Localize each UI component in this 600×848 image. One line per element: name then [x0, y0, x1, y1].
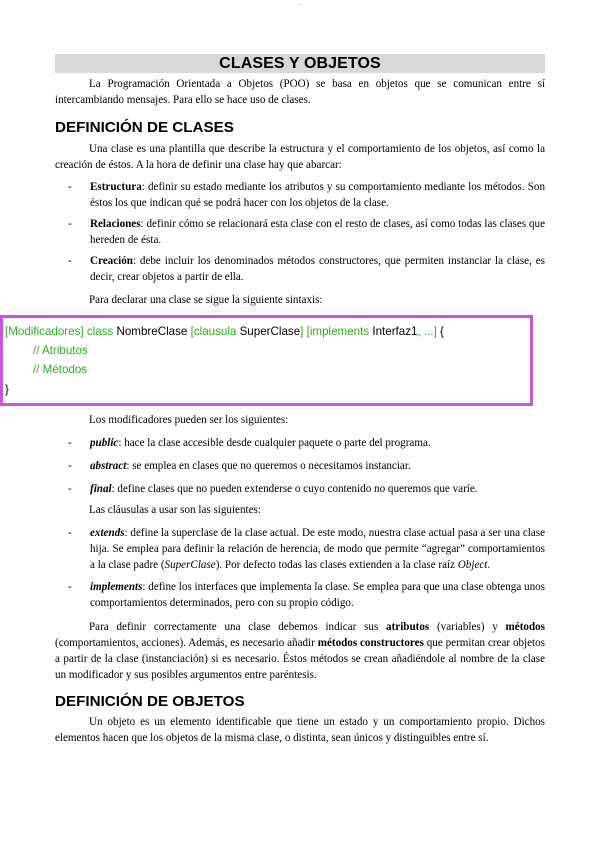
code-rest: , ...] [417, 325, 437, 338]
list-text: : debe incluir los denominados métodos constructores, que permiten instanciar la clase, es decir, crear objetos a partir de ella. [90, 255, 545, 283]
clause-term: implements [90, 580, 143, 593]
modifier-text: : se emplea en clases que no queremos o necesitamos instanciar. [126, 459, 411, 472]
clause-term: extends [90, 526, 125, 539]
code-line-declaration [3, 322, 530, 341]
code-bracket: ] [300, 325, 304, 338]
modifier-term: abstract [90, 459, 127, 472]
clauses-intro: Las cláusulas a usar son las siguientes: [89, 503, 261, 516]
list-term: Creación [90, 255, 133, 267]
code-comment-methods: // Métodos [33, 363, 88, 377]
dash-bullet: - [68, 526, 72, 539]
modifiers-list [55, 435, 545, 497]
page-title: CLASES Y OBJETOS [55, 54, 545, 73]
page-mark: ... [297, 1, 303, 7]
clause-text: : define la superclase de la clase actual. De este modo, nuestra clase actual pasa a ser una clase hija. Se emplea para definir la relación de herencia, de modo que permite “agregar” comportamientos a la clase padre ( [90, 526, 545, 571]
code-interface: Interfaz1 [372, 325, 418, 338]
dash-bullet: - [68, 181, 72, 193]
modifier-text: : define clases que no pueden extenderse o cuyo contenido no queremos que varíe. [111, 482, 478, 495]
dash-bullet: - [68, 459, 72, 472]
modifier-text: : hace la clase accesible desde cualquier paquete o parte del programa. [118, 436, 431, 449]
constructors-paragraph [55, 619, 545, 683]
objects-paragraph: Un objeto es un elemento identificable que tiene un estado y un comportamiento propio. Dichos elementos hacen que los objetos de la misma clase, o distinta, sean únicos y distinguibles entre sí. [55, 715, 545, 744]
clause-italic: Object [457, 558, 488, 571]
list-item [55, 525, 545, 573]
list-text: : definir cómo se relacionará esta clase con el resto de clases, así como todas las clases que hereden de ésta. [90, 218, 545, 246]
list-item [55, 481, 545, 497]
intro-paragraph: La Programación Orientada a Objetos (POO) se basa en objetos que se comunican entre sí intercambiando mensajes. Para ello se hace uso de clases. [55, 78, 545, 106]
list-item [55, 179, 545, 211]
dash-bullet: - [68, 580, 72, 593]
clauses-list [55, 525, 545, 611]
paragraph-text: (variables) y [429, 620, 506, 633]
dash-bullet: - [68, 482, 72, 495]
modifier-term: public [90, 436, 119, 449]
list-item [55, 253, 545, 285]
section-heading-classes: DEFINICIÓN DE CLASES [55, 119, 234, 136]
document-body [5, 54, 546, 746]
bold-term: métodos constructores [317, 636, 424, 649]
list-term: Relaciones [90, 218, 141, 230]
code-brace-open: { [436, 325, 444, 338]
paragraph-text: que permitan crear objetos a partir de la clase (instanciación) si es necesario. Éstos métodos se crean añadiéndole al nombre de la clase un modificador y sus posibles argumentos entre paréntesis. [55, 636, 546, 681]
modifier-term: final [90, 482, 112, 495]
paragraph-text: Para definir correctamente una clase debemos indicar sus [89, 620, 387, 633]
code-comment-attributes: // Atributos [33, 344, 88, 358]
code-implements: [implements [303, 325, 373, 338]
list-text: : definir su estado mediante los atributos y su comportamiento mediante los métodos. Son éstos los que indican qué se podrá hacer con los objetos de la clase. [90, 181, 545, 209]
list-item [55, 216, 545, 248]
code-keyword-class: class [83, 325, 117, 338]
dash-bullet: - [68, 255, 72, 267]
modifiers-intro: Los modificadores pueden ser los siguientes: [89, 413, 289, 426]
code-modifiers: [Modificadores] [5, 325, 84, 338]
class-aspects-list [55, 179, 545, 285]
clause-text: ). Por defecto todas las clases extienden a la clase raíz [215, 558, 458, 571]
code-classname: NombreClase [116, 325, 188, 338]
classes-intro-paragraph: Una clase es una plantilla que describe la estructura y el comportamiento de los objetos, así como la creación de éstos. A la hora de definir una clase hay que abarcar: [55, 143, 545, 171]
code-brace-close: } [5, 382, 9, 396]
list-term: Estructura [90, 181, 142, 193]
clause-text: . [487, 558, 491, 571]
code-clausula: [clausula [187, 325, 240, 338]
code-superclase: SuperClase [239, 325, 301, 338]
dash-bullet: - [68, 436, 72, 449]
dash-bullet: - [68, 218, 72, 230]
syntax-intro: Para declarar una clase se sigue la siguiente sintaxis: [89, 294, 323, 306]
section-heading-objects: DEFINICIÓN DE OBJETOS [55, 692, 245, 710]
bold-term: métodos [505, 620, 545, 633]
bold-term: atributos [386, 620, 430, 633]
clause-italic: SuperClase [164, 558, 216, 571]
paragraph-text: (comportamientos, acciones). Además, es necesario añadir [55, 636, 318, 649]
list-item [55, 435, 545, 451]
list-item [55, 458, 545, 474]
list-item [55, 579, 545, 611]
class-syntax-code-box [0, 315, 533, 406]
clause-text: : define los interfaces que implementa la clase. Se emplea para que una clase obtenga unos comportamientos determinados, pero con su propio código. [90, 580, 545, 609]
